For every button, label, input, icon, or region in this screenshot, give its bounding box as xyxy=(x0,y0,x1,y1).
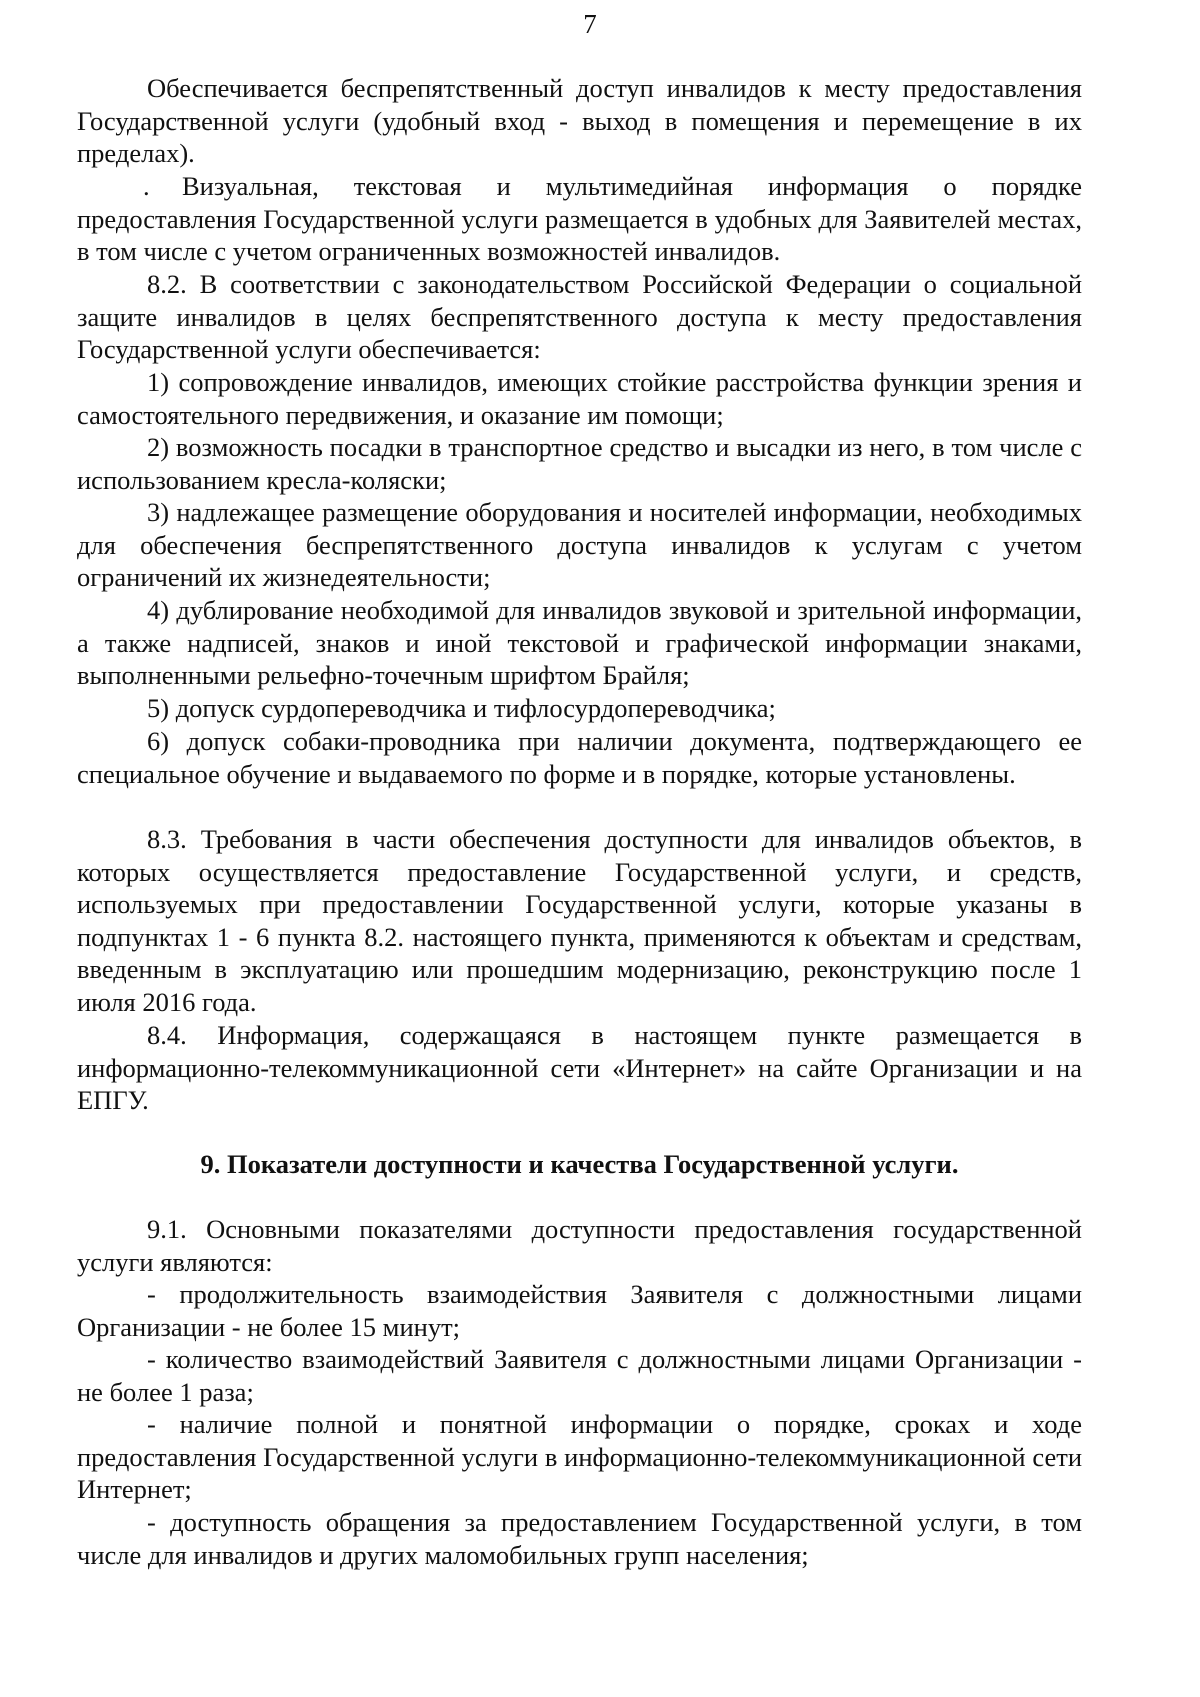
section-heading-9: 9. Показатели доступности и качества Государственной услуги. xyxy=(200,1149,959,1179)
indicator-accessibility: - доступность обращения за предоставлением Государственной услуги, в том числе для инвалидов и других маломобильных групп населения; xyxy=(77,1507,1082,1570)
indicator-duration: - продолжительность взаимодействия Заявителя с должностными лицами Организации - не более 15 минут; xyxy=(77,1279,1082,1342)
list-item-6: 6) допуск собаки-проводника при наличии документа, подтверждающего ее специальное обучение и выдаваемого по форме и в порядке, которые установлены. xyxy=(77,726,1082,789)
paragraph-8-3: 8.3. Требования в части обеспечения доступности для инвалидов объектов, в которых осуществляется предоставление Государственной услуги, и средств, используемых при предоставлении Государственной услуги, которые указаны в подпунктах 1 - 6 пункта 8.2. настоящего пункта, применяются к объектам и средствам, введенным в эксплуатацию или прошедшим модернизацию, реконструкцию после 1 июля 2016 года. xyxy=(77,824,1082,1017)
list-item-4: 4) дублирование необходимой для инвалидов звуковой и зрительной информации, а также надписей, знаков и иной текстовой и графической информации знаками, выполненными рельефно-точечным шрифтом Брайля; xyxy=(77,595,1082,691)
paragraph-visual-info: Визуальная, текстовая и мультимедийная информация о порядке предоставления Государственной услуги размещается в удобных для Заявителей местах, в том числе с учетом ограниченных возможностей инвалидов. xyxy=(77,171,1082,267)
list-item-1: 1) сопровождение инвалидов, имеющих стойкие расстройства функции зрения и самостоятельного передвижения, и оказание им помощи; xyxy=(77,367,1082,430)
list-item-2: 2) возможность посадки в транспортное средство и высадки из него, в том числе с использованием кресла-коляски; xyxy=(77,432,1082,495)
list-item-5: 5) допуск сурдопереводчика и тифлосурдопереводчика; xyxy=(147,693,776,723)
list-item-3: 3) надлежащее размещение оборудования и носителей информации, необходимых для обеспечения беспрепятственного доступа инвалидов к услугам с учетом ограничений их жизнедеятельности; xyxy=(77,497,1082,593)
stray-mark: . xyxy=(143,171,150,201)
indicator-information: - наличие полной и понятной информации о порядке, сроках и ходе предоставления Государственной услуги в информационно-телекоммуникационной сети Интернет; xyxy=(77,1409,1082,1505)
paragraph-access: Обеспечивается беспрепятственный доступ инвалидов к месту предоставления Государственной услуги (удобный вход - выход в помещения и перемещение в их пределах). xyxy=(77,73,1082,169)
paragraph-8-4: 8.4. Информация, содержащаяся в настоящем пункте размещается в информационно-телекоммуникационной сети «Интернет» на сайте Организации и на ЕПГУ. xyxy=(77,1020,1082,1116)
page-number: 7 xyxy=(583,9,597,39)
paragraph-9-1: 9.1. Основными показателями доступности предоставления государственной услуги являются: xyxy=(77,1214,1082,1277)
indicator-interactions: - количество взаимодействий Заявителя с должностными лицами Организации - не более 1 раза; xyxy=(77,1344,1082,1407)
paragraph-8-2: 8.2. В соответствии с законодательством Российской Федерации о социальной защите инвалидов в целях беспрепятственного доступа к месту предоставления Государственной услуги обеспечивается: xyxy=(77,269,1082,365)
